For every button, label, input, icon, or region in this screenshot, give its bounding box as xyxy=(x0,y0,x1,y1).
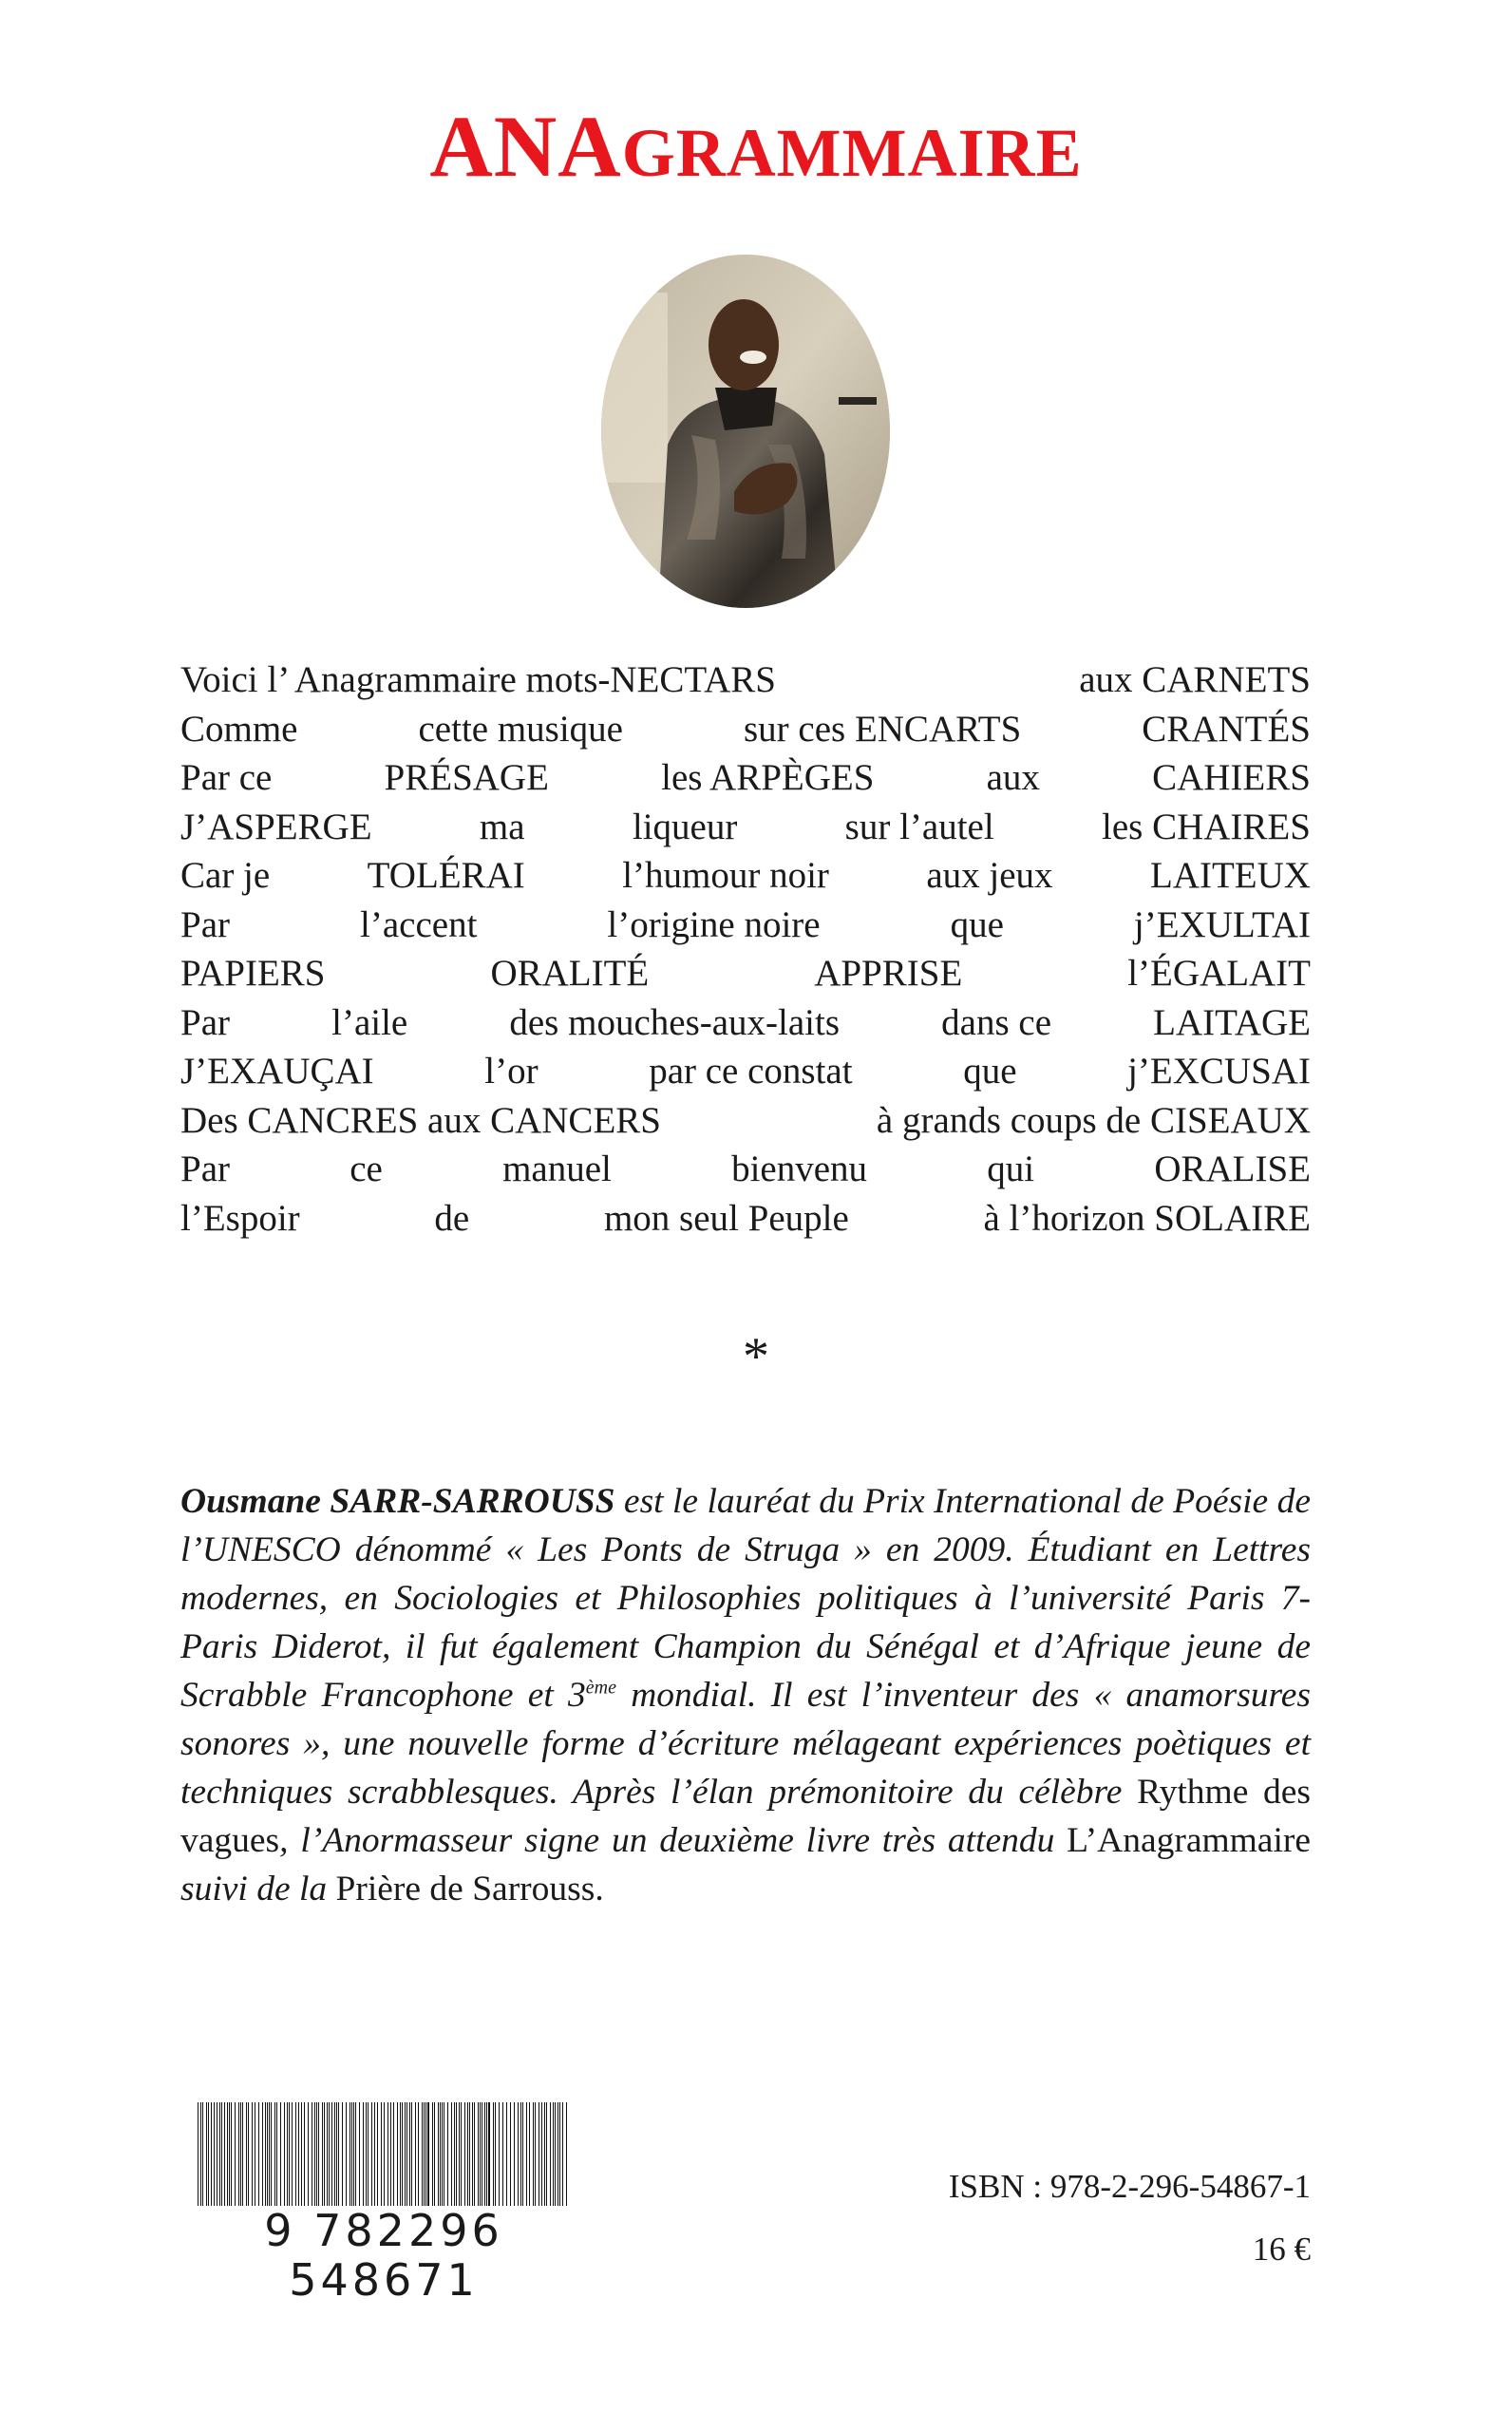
poem-line xyxy=(180,1145,1311,1194)
poem-word: J’ASPERGE xyxy=(180,806,372,847)
barcode-bar xyxy=(336,2102,337,2221)
barcode-bar xyxy=(456,2102,457,2221)
barcode-bar xyxy=(533,2102,534,2221)
barcode-bar xyxy=(418,2102,419,2221)
poem-line xyxy=(180,851,1311,901)
barcode-bar xyxy=(469,2102,470,2221)
barcode-bar xyxy=(400,2102,401,2221)
portrait-image xyxy=(601,255,890,608)
poem-line xyxy=(180,705,1311,754)
barcode-bar xyxy=(258,2102,259,2221)
barcode-bar xyxy=(514,2102,515,2221)
poem-word: liqueur xyxy=(632,806,738,847)
bio-text: suivi de la xyxy=(180,1870,336,1909)
barcode-bar xyxy=(464,2102,465,2221)
barcode-bar xyxy=(242,2102,243,2221)
bio-text: mondial. Il est l’inventeur des « anamorsures sonores », une nouvelle forme d’écriture mélageant expériences poètiques et techniques scrabblesques. Après l’élan prémonitoire du célèbre xyxy=(180,1676,1312,1812)
barcode-bar xyxy=(546,2102,547,2221)
poem-word: l’origine noire xyxy=(607,903,821,945)
barcode-bar xyxy=(371,2102,372,2221)
poem-word: bienvenu xyxy=(731,1149,868,1189)
bio-text: . xyxy=(595,1870,604,1909)
barcode-bar xyxy=(422,2102,423,2221)
barcode-bar xyxy=(280,2102,281,2221)
author-bio xyxy=(180,1477,1311,1913)
barcode-bar xyxy=(252,2102,253,2221)
barcode-bar xyxy=(553,2102,554,2221)
barcode-bar xyxy=(518,2102,519,2221)
barcode-digits: 9 782296 548671 xyxy=(196,2206,572,2305)
poem-word: Par xyxy=(180,1149,230,1189)
barcode-bar xyxy=(526,2102,527,2221)
barcode-bar xyxy=(478,2102,479,2221)
barcode-bar xyxy=(510,2102,511,2221)
section-separator: * xyxy=(743,1327,769,1386)
barcode-bar xyxy=(269,2102,270,2221)
barcode-bar xyxy=(559,2102,560,2221)
barcode-bar xyxy=(459,2102,460,2221)
barcode-bar xyxy=(262,2102,263,2221)
barcode-bar xyxy=(393,2102,394,2221)
poem-line xyxy=(180,803,1311,852)
barcode-bar xyxy=(235,2102,236,2221)
barcode-bar xyxy=(461,2102,462,2221)
barcode-bar xyxy=(265,2102,266,2221)
poem-word: Des CANCRES aux CANCERS xyxy=(180,1099,661,1141)
barcode-bar xyxy=(522,2102,523,2221)
barcode-bar xyxy=(484,2102,485,2221)
barcode-bar xyxy=(425,2102,426,2221)
poem-word: TOLÉRAI xyxy=(367,855,525,896)
barcode-bar xyxy=(353,2102,354,2221)
barcode-bar xyxy=(289,2102,290,2221)
barcode-bar xyxy=(472,2102,473,2221)
barcode-bar xyxy=(467,2102,468,2221)
barcode-bar xyxy=(206,2102,207,2221)
poem-word: j’EXULTAI xyxy=(1133,903,1311,945)
poem-word: des mouches-aux-laits xyxy=(509,1001,841,1043)
barcode-bar xyxy=(322,2102,323,2221)
barcode-bar xyxy=(318,2102,319,2221)
barcode-bar xyxy=(295,2102,296,2221)
poem-word: les CHAIRES xyxy=(1102,806,1311,847)
barcode-bar xyxy=(451,2102,452,2221)
poem-word: sur l’autel xyxy=(844,806,994,847)
book-title-ref: Rythme des vagues xyxy=(180,1773,1311,1860)
barcode-bar xyxy=(219,2102,220,2221)
barcode-bar xyxy=(562,2102,563,2221)
bio-text: est le lauréat du Prix International de Poésie de l’UNESCO dénommé « Les Ponts de Struga » en 2009. Étudiant en Lettres modernes, en Sociologies et Philosophies politiques à l’université Paris 7-Paris Diderot, il fut également Champion du Sénégal et d’Afrique jeune de Scrabble Francophone et 3 xyxy=(180,1482,1311,1715)
poem-line xyxy=(180,1047,1311,1096)
poem-word: PAPIERS xyxy=(180,953,326,994)
barcode-bar xyxy=(506,2102,507,2221)
barcode-bar xyxy=(355,2102,356,2221)
barcode-bar xyxy=(411,2102,412,2221)
barcode-bar xyxy=(224,2102,225,2221)
poem-word: sur ces ENCARTS xyxy=(743,708,1022,750)
barcode-bar xyxy=(292,2102,293,2221)
poem-word: mon seul Peuple xyxy=(603,1197,849,1239)
poem-word: par ce constat xyxy=(649,1051,853,1092)
barcode-bar xyxy=(346,2102,347,2221)
barcode-bar xyxy=(267,2102,268,2221)
poem-word: à grands coups de CISEAUX xyxy=(876,1099,1311,1141)
barcode-bar xyxy=(366,2102,367,2221)
barcode-bar xyxy=(338,2102,339,2221)
barcode-bar xyxy=(377,2102,378,2221)
author-portrait xyxy=(601,255,890,608)
barcode-bar xyxy=(329,2102,330,2221)
poem-line xyxy=(180,1096,1311,1146)
barcode-bar xyxy=(246,2102,247,2221)
poem-word: Par ce xyxy=(180,757,273,798)
barcode-bar xyxy=(440,2102,441,2221)
barcode-bar xyxy=(502,2102,503,2221)
barcode-bar xyxy=(227,2102,228,2221)
isbn: ISBN : 978-2-296-54867-1 xyxy=(948,2168,1311,2205)
poem-word: aux xyxy=(986,757,1040,798)
barcode-bar xyxy=(381,2102,382,2221)
barcode-bar xyxy=(384,2102,385,2221)
poem-word: j’EXCUSAI xyxy=(1127,1051,1311,1092)
barcode-bar xyxy=(334,2102,335,2221)
barcode-bar xyxy=(324,2102,325,2221)
poem-word: ORALISE xyxy=(1154,1149,1311,1189)
barcode-bar xyxy=(368,2102,369,2221)
barcode xyxy=(196,2102,572,2221)
barcode-bar xyxy=(351,2102,352,2221)
barcode-bar xyxy=(287,2102,288,2221)
barcode-bar xyxy=(409,2102,410,2221)
barcode-bar xyxy=(499,2102,500,2221)
barcode-bar xyxy=(221,2102,222,2221)
poem-word: aux CARNETS xyxy=(1079,659,1311,700)
barcode-bar xyxy=(276,2102,277,2221)
poem-word: l’ÉGALAIT xyxy=(1127,953,1311,994)
barcode-bar xyxy=(304,2102,305,2221)
barcode-bar xyxy=(427,2102,429,2221)
barcode-bar xyxy=(211,2102,212,2221)
barcode-bar xyxy=(432,2102,433,2221)
barcode-bar xyxy=(535,2102,536,2221)
poem-line xyxy=(180,901,1311,950)
barcode-bar xyxy=(415,2102,416,2221)
poem-word: qui xyxy=(987,1149,1035,1189)
barcode-bar xyxy=(359,2102,360,2221)
bio-superscript: ème xyxy=(585,1677,616,1699)
barcode-bar xyxy=(274,2102,275,2221)
barcode-bar xyxy=(488,2102,490,2221)
poem-word: Voici l’ Anagrammaire mots-NECTARS xyxy=(180,659,776,700)
poem-word: Par xyxy=(180,903,230,945)
barcode-bar xyxy=(405,2102,406,2221)
barcode-bar xyxy=(550,2102,551,2221)
barcode-bar xyxy=(529,2102,530,2221)
barcode-bar xyxy=(520,2102,521,2221)
barcode-bar xyxy=(566,2102,567,2221)
poem-word: ma xyxy=(479,806,525,847)
barcode-bar xyxy=(474,2102,475,2221)
poem-line xyxy=(180,655,1311,705)
barcode-bar xyxy=(314,2102,315,2221)
barcode-bar xyxy=(229,2102,230,2221)
poem-word: les ARPÈGES xyxy=(661,757,875,798)
barcode-bar xyxy=(214,2102,215,2221)
barcode-bar xyxy=(308,2102,309,2221)
barcode-bar xyxy=(480,2102,481,2221)
barcode-bar xyxy=(238,2102,239,2221)
book-title xyxy=(0,98,1512,195)
poem-word: ORALITÉ xyxy=(490,953,650,994)
barcode-bar xyxy=(438,2102,439,2221)
bio-text: , l’Anormasseur signe un deuxième livre très attendu xyxy=(279,1821,1068,1860)
poem-word: aux jeux xyxy=(926,855,1053,896)
poem-word: Par xyxy=(180,1001,230,1043)
barcode-bar xyxy=(541,2102,542,2221)
poem-line xyxy=(180,998,1311,1048)
barcode-bar xyxy=(327,2102,328,2221)
barcode-bar xyxy=(248,2102,249,2221)
barcode-bar xyxy=(424,2102,425,2221)
poem-line xyxy=(180,1194,1311,1244)
barcode-bar xyxy=(390,2102,391,2221)
poem-word: Car je xyxy=(180,855,271,896)
poem-word: à l’horizon SOLAIRE xyxy=(983,1197,1311,1239)
barcode-bar xyxy=(200,2102,201,2221)
poem-word: de xyxy=(434,1197,470,1239)
barcode-bar xyxy=(397,2102,398,2221)
author-name: Ousmane SARR-SARROUSS xyxy=(180,1482,615,1521)
barcode-bar xyxy=(406,2102,407,2221)
poem-word: dans ce xyxy=(941,1001,1052,1043)
barcode-bar xyxy=(387,2102,388,2221)
barcode-bar xyxy=(555,2102,556,2221)
barcode-bar xyxy=(402,2102,403,2221)
poem-word: cette musique xyxy=(418,708,623,750)
price: 16 € xyxy=(1252,2231,1311,2268)
barcode-bar xyxy=(544,2102,545,2221)
barcode-bar xyxy=(231,2102,232,2221)
poem-line xyxy=(180,753,1311,803)
barcode-bar xyxy=(442,2102,443,2221)
title-part2: GRAMMAIRE xyxy=(621,115,1083,191)
barcode-bar xyxy=(240,2102,241,2221)
poem-word: LAITAGE xyxy=(1153,1001,1311,1043)
barcode-bar xyxy=(208,2102,209,2221)
barcode-bar xyxy=(493,2102,494,2221)
poem-line xyxy=(180,949,1311,998)
anagram-poem xyxy=(180,655,1311,1243)
book-title-ref: L’Anagrammaire xyxy=(1067,1821,1311,1860)
barcode-bar xyxy=(271,2102,272,2221)
poem-word: l’humour noir xyxy=(622,855,829,896)
barcode-bar xyxy=(454,2102,455,2221)
barcode-bar xyxy=(316,2102,317,2221)
poem-word: l’accent xyxy=(360,903,478,945)
poem-word: CAHIERS xyxy=(1152,757,1311,798)
barcode-bar xyxy=(486,2102,487,2221)
poem-word: PRÉSAGE xyxy=(384,757,549,798)
barcode-bar xyxy=(301,2102,302,2221)
barcode-bar xyxy=(447,2102,448,2221)
barcode-bar xyxy=(374,2102,375,2221)
poem-word: que xyxy=(950,903,1004,945)
barcode-bar xyxy=(434,2102,435,2221)
poem-word: manuel xyxy=(502,1149,612,1189)
barcode-bar xyxy=(284,2102,285,2221)
barcode-bar xyxy=(298,2102,299,2221)
poem-word: Comme xyxy=(180,708,298,750)
poem-word: que xyxy=(963,1051,1017,1092)
title-part1: ANA xyxy=(429,98,622,195)
barcode-bar xyxy=(363,2102,364,2221)
poem-word: l’aile xyxy=(331,1001,408,1043)
poem-word: J’EXAUÇAI xyxy=(180,1051,374,1092)
poem-word: ce xyxy=(350,1149,383,1189)
barcode-bar xyxy=(495,2102,496,2221)
barcode-bar xyxy=(342,2102,343,2221)
barcode-bar xyxy=(202,2102,203,2221)
book-title-ref: Prière de Sarrouss xyxy=(335,1870,595,1909)
poem-word: APPRISE xyxy=(814,953,963,994)
barcode-bar xyxy=(331,2102,332,2221)
poem-word: l’or xyxy=(484,1051,539,1092)
poem-word: LAITEUX xyxy=(1150,855,1311,896)
poem-word: CRANTÉS xyxy=(1142,708,1311,750)
poem-word: l’Espoir xyxy=(180,1197,300,1239)
